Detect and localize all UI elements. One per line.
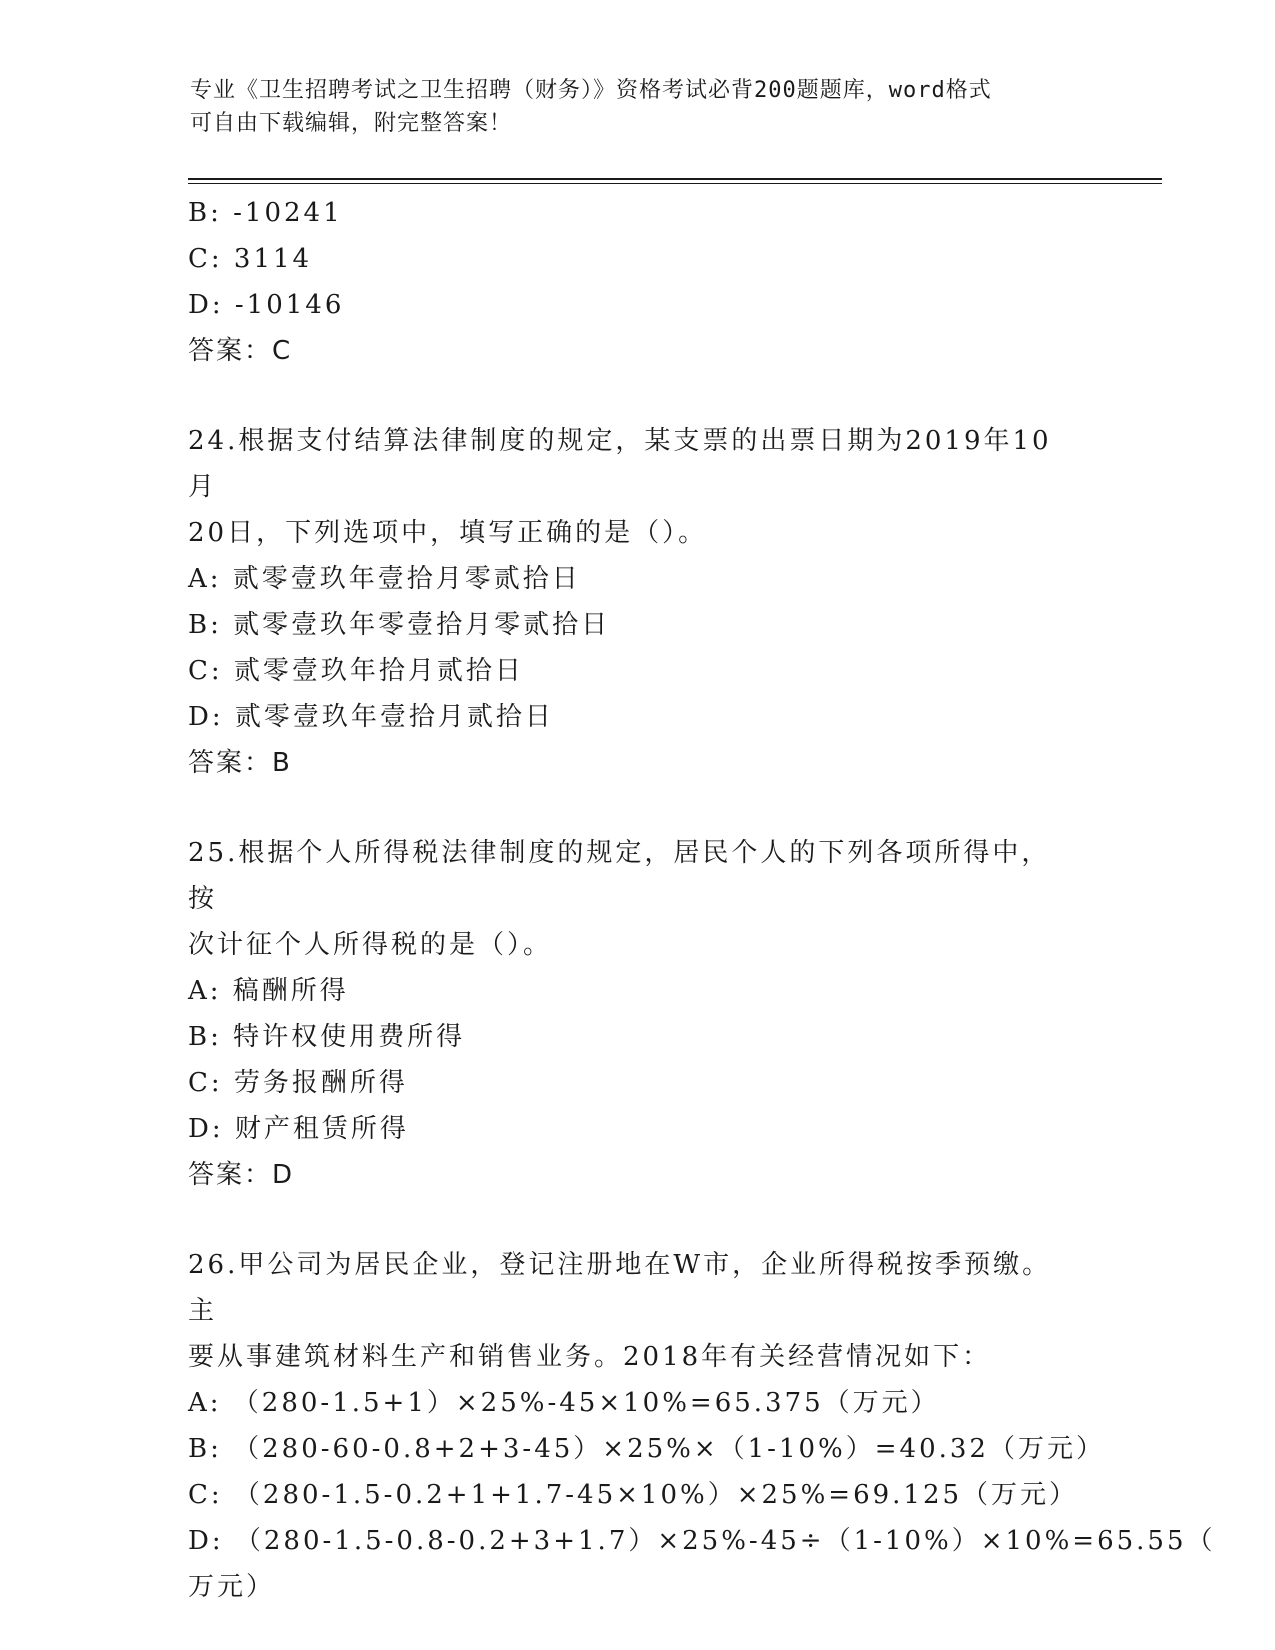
- answer-line: 答案：D: [188, 1160, 295, 1190]
- option-d-continuation: 万元）: [188, 1572, 276, 1602]
- question-stem-line-2: 要从事建筑材料生产和销售业务。2018年有关经营情况如下：: [188, 1342, 992, 1372]
- option-b: B: 特许权使用费所得: [188, 1022, 466, 1052]
- option-d: D: 财产租赁所得: [188, 1114, 409, 1144]
- header-line-2: 可自由下载编辑，附完整答案！: [190, 111, 513, 136]
- option-b: B: -10241: [188, 198, 343, 228]
- question-stem-line-1: 24.根据支付结算法律制度的规定，某支票的出票日期为2019年10月: [188, 426, 1052, 502]
- option-b: B: 贰零壹玖年零壹拾月零贰拾日: [188, 610, 611, 640]
- question-stem-line-1: 26.甲公司为居民企业，登记注册地在W市，企业所得税按季预缴。主: [188, 1250, 1052, 1326]
- option-a: A: 稿酬所得: [188, 976, 349, 1006]
- option-b: B: （280-60-0.8+2+3-45）×25%×（1-10%）=40.32（万元）: [188, 1434, 1105, 1464]
- option-d: D: （280-1.5-0.8-0.2+3+1.7）×25%-45÷（1-10%）×10%=65.55（: [188, 1526, 1216, 1556]
- answer-line: 答案：C: [188, 336, 293, 366]
- option-a: A: （280-1.5+1）×25%-45×10%=65.375（万元）: [188, 1388, 940, 1418]
- header-divider: [188, 178, 1162, 180]
- header-line-1: 专业《卫生招聘考试之卫生招聘（财务）》资格考试必背200题题库，word格式: [190, 78, 992, 103]
- question-25: [188, 830, 1088, 1198]
- option-c: C: 贰零壹玖年拾月贰拾日: [188, 656, 524, 686]
- option-c: C: 3114: [188, 244, 313, 274]
- question-stem-line-1: 25.根据个人所得税法律制度的规定，居民个人的下列各项所得中，按: [188, 838, 1051, 914]
- option-a: A: 贰零壹玖年壹拾月零贰拾日: [188, 564, 581, 594]
- option-d: D: 贰零壹玖年壹拾月贰拾日: [188, 702, 554, 732]
- answer-line: 答案：B: [188, 748, 292, 778]
- spacer: [188, 786, 1088, 830]
- document-header: [190, 74, 1090, 140]
- question-stem-line-2: 次计征个人所得税的是（）。: [188, 930, 553, 960]
- header-divider-thin: [188, 183, 1162, 184]
- document-body: [188, 190, 1216, 1610]
- question-23-tail: [188, 190, 1088, 374]
- option-d: D: -10146: [188, 290, 345, 320]
- question-stem-line-2: 20日，下列选项中，填写正确的是（）。: [188, 518, 708, 548]
- option-c: C: （280-1.5-0.2+1+1.7-45×10%）×25%=69.125（万元）: [188, 1480, 1079, 1510]
- spacer: [188, 1198, 1088, 1242]
- question-24: [188, 418, 1088, 786]
- option-c: C: 劳务报酬所得: [188, 1068, 408, 1098]
- question-26: [188, 1242, 1216, 1610]
- spacer: [188, 374, 1088, 418]
